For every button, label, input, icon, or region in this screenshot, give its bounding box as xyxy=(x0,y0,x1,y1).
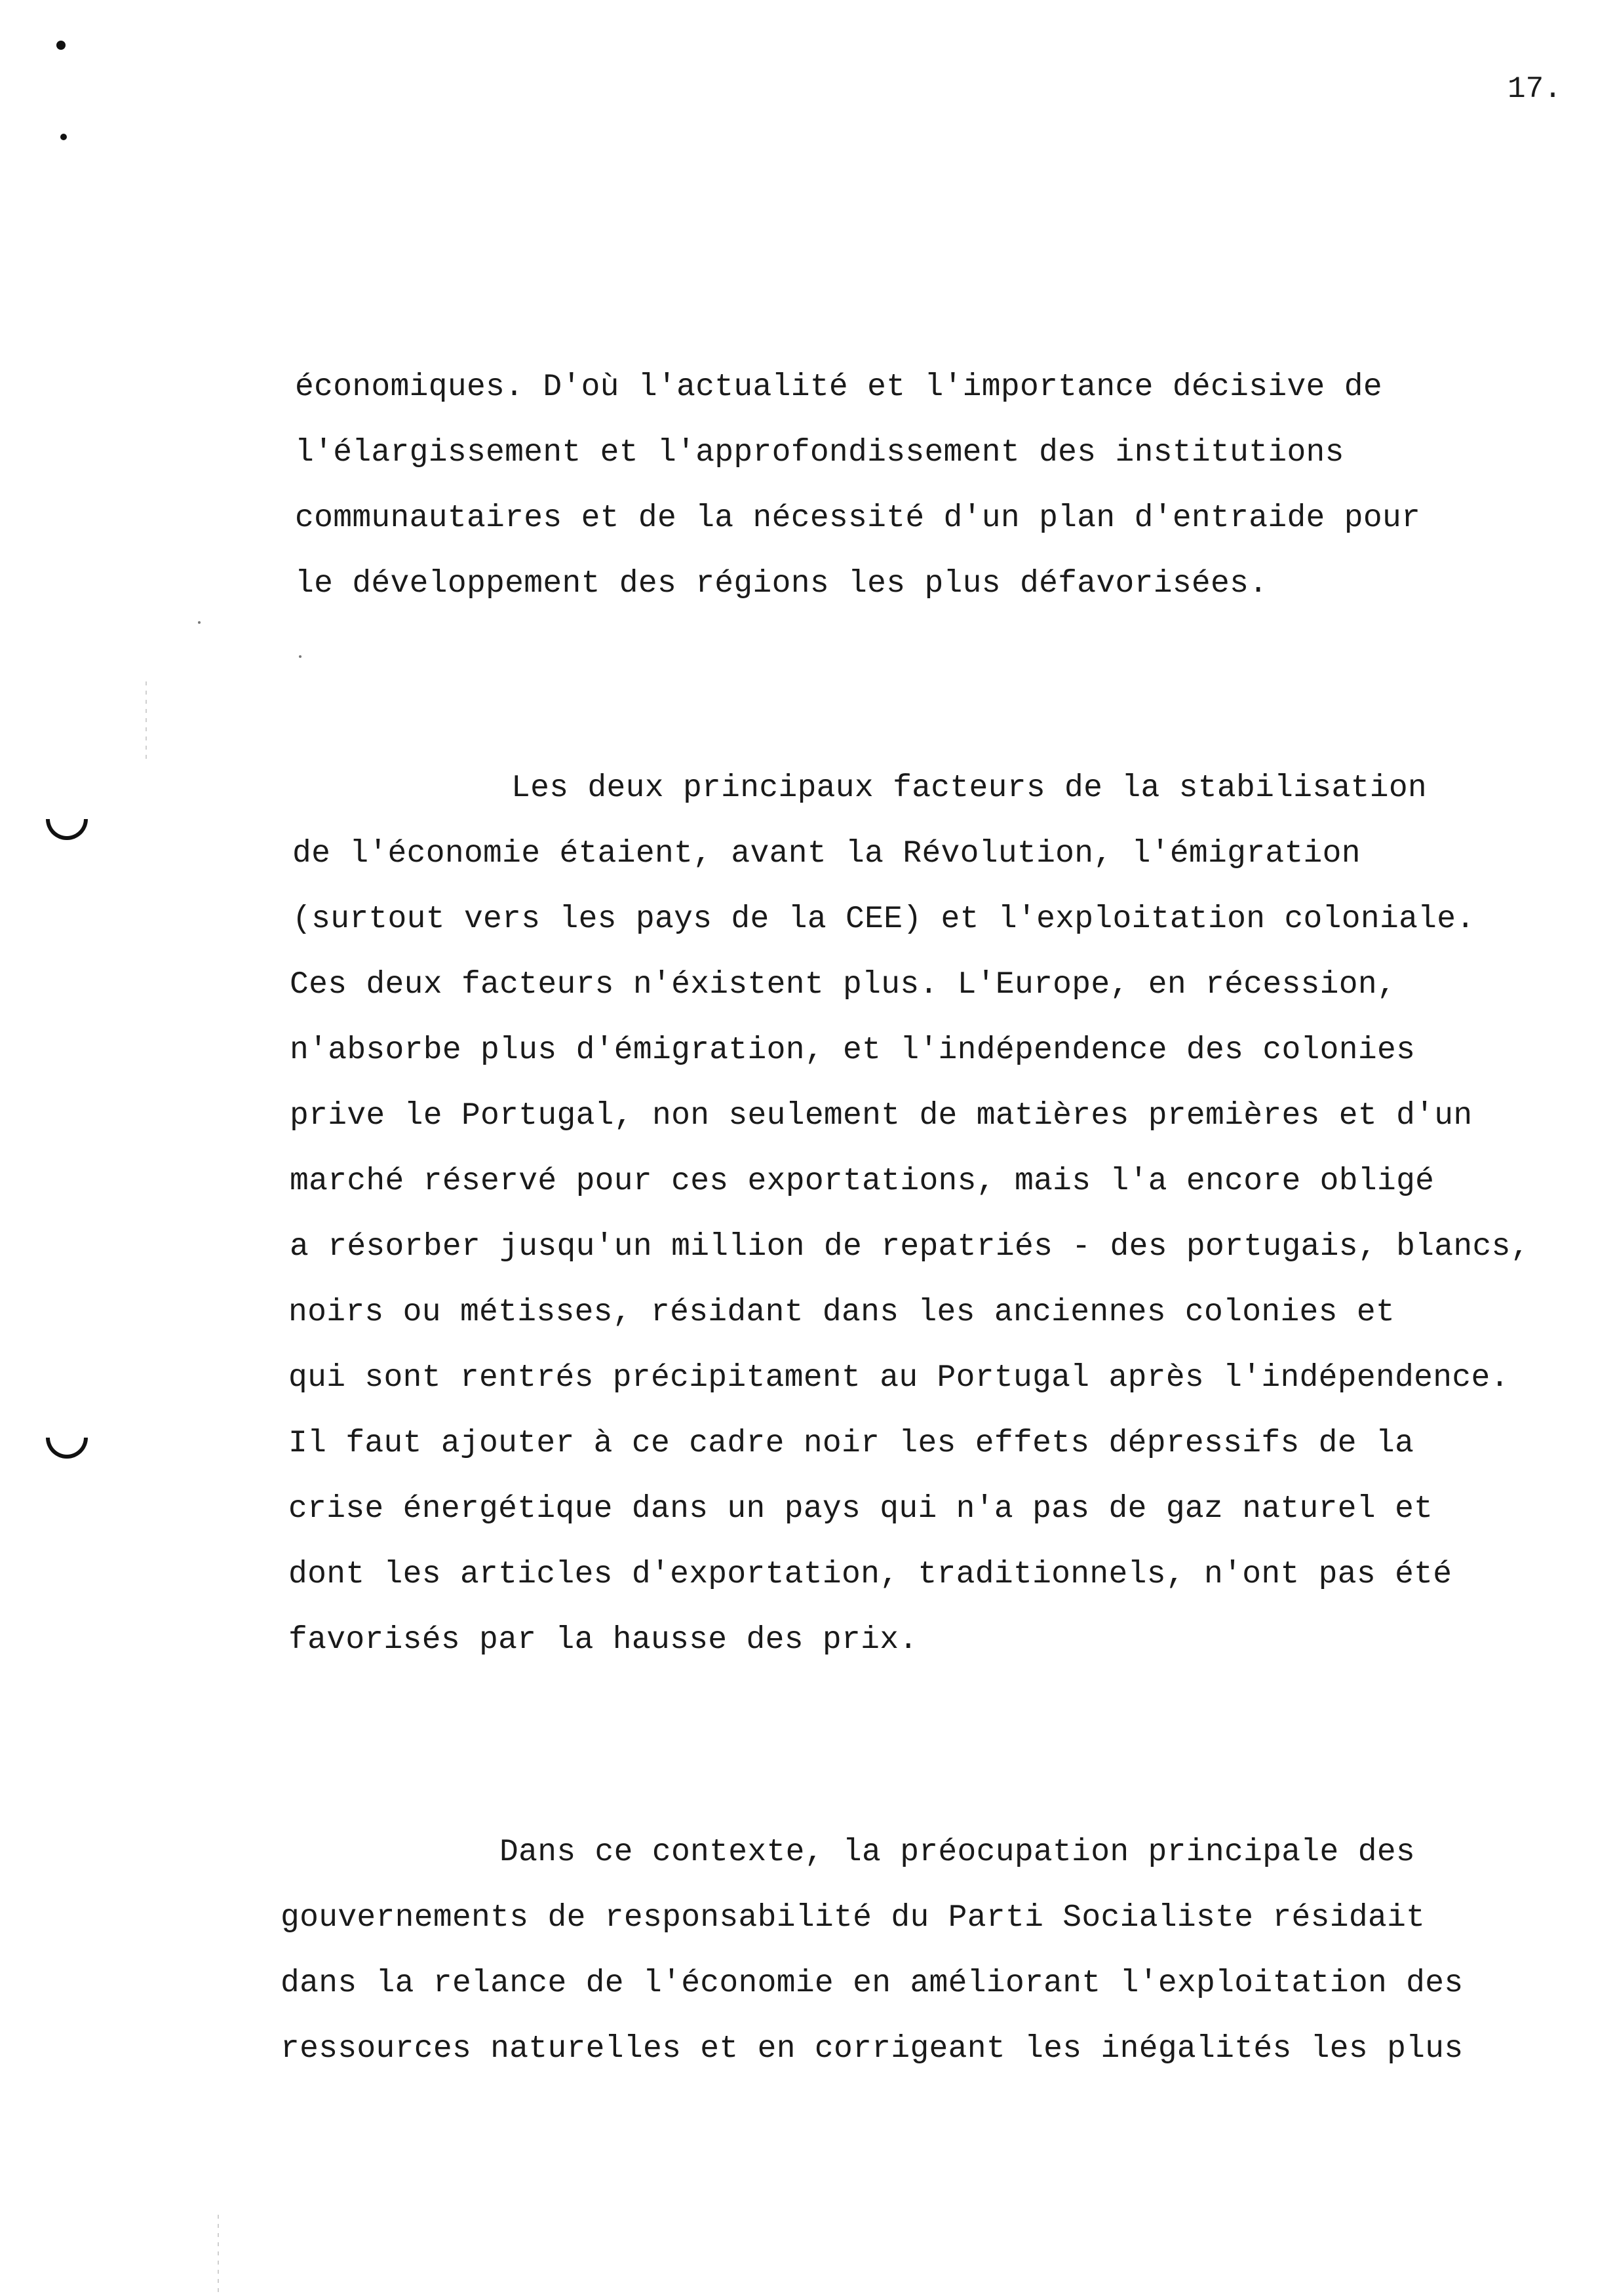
text-line: qui sont rentrés précipitament au Portugal après l'indépendence. xyxy=(288,1360,1509,1396)
punch-hole-mark xyxy=(46,1438,88,1459)
scan-mark-dot xyxy=(60,134,67,140)
text-line: de l'économie étaient, avant la Révolution, l'émigration xyxy=(292,836,1361,871)
text-line: marché réservé pour ces exportations, mais l'a encore obligé xyxy=(290,1164,1435,1199)
text-line: Ces deux facteurs n'éxistent plus. L'Europe, en récession, xyxy=(290,967,1397,1003)
page-number: 17. xyxy=(1508,72,1562,106)
text-line: noirs ou métisses, résidant dans les anciennes colonies et xyxy=(288,1295,1395,1330)
text-line: a résorber jusqu'un million de repatriés - des portugais, blancs, xyxy=(290,1229,1530,1265)
text-line: l'élargissement et l'approfondissement des institutions xyxy=(295,435,1344,470)
text-line: crise énergétique dans un pays qui n'a pas de gaz naturel et xyxy=(288,1491,1433,1527)
text-line: favorisés par la hausse des prix. xyxy=(288,1622,918,1658)
text-line: communautaires et de la nécessité d'un plan d'entraide pour xyxy=(295,501,1421,536)
text-line: (surtout vers les pays de la CEE) et l'exploitation coloniale. xyxy=(292,902,1475,937)
text-line: prive le Portugal, non seulement de matières premières et d'un xyxy=(290,1098,1473,1134)
scan-speck xyxy=(198,621,201,624)
text-line: Dans ce contexte, la préocupation principale des xyxy=(499,1835,1416,1870)
punch-hole-mark xyxy=(46,819,88,840)
text-line: n'absorbe plus d'émigration, et l'indépendence des colonies xyxy=(290,1033,1416,1068)
text-line: économiques. D'où l'actualité et l'importance décisive de xyxy=(295,370,1382,405)
text-line: Les deux principaux facteurs de la stabilisation xyxy=(511,771,1428,806)
scan-trace xyxy=(218,2215,219,2293)
text-line: ressources naturelles et en corrigeant les inégalités les plus xyxy=(281,2031,1464,2067)
text-line: Il faut ajouter à ce cadre noir les effets dépressifs de la xyxy=(288,1426,1414,1461)
scan-trace xyxy=(146,681,147,760)
scan-speck xyxy=(299,655,302,658)
text-line: dont les articles d'exportation, traditionnels, n'ont pas été xyxy=(288,1557,1452,1592)
text-line: le développement des régions les plus défavorisées. xyxy=(295,566,1268,602)
text-line: gouvernements de responsabilité du Parti Socialiste résidait xyxy=(281,1900,1426,1936)
scan-mark-dot xyxy=(56,41,66,50)
text-line: dans la relance de l'économie en améliorant l'exploitation des xyxy=(281,1966,1464,2001)
